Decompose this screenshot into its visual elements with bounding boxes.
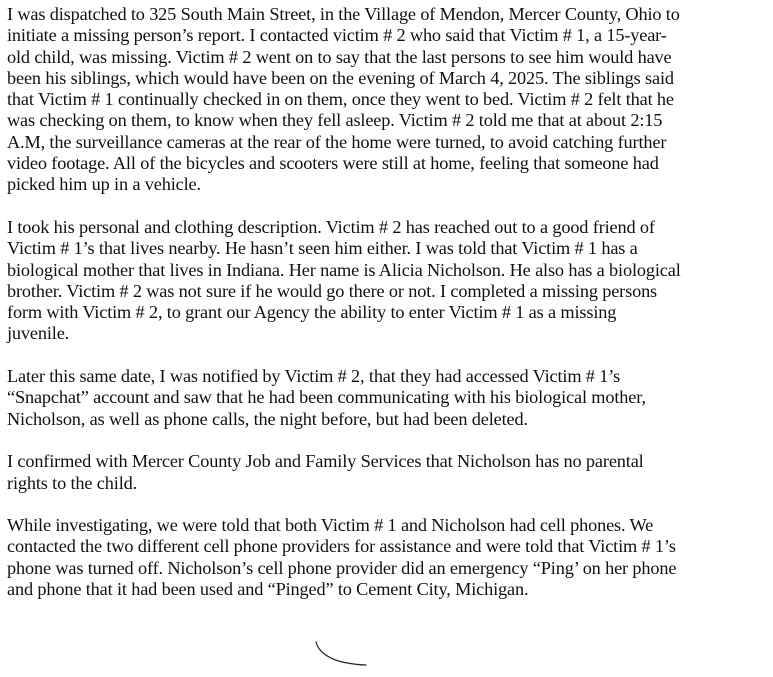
text-line: brother. Victim # 2 was not sure if he would go there or not. I completed a missing persons (7, 280, 658, 301)
text-line: and phone that it had been used and “Pinged” to Cement City, Michigan. (7, 579, 529, 600)
text-line: Victim # 1’s that lives nearby. He hasn’t seen him either. I was told that Victim # 1 has a (7, 238, 638, 259)
report-narrative (7, 4, 771, 622)
text-line: I took his personal and clothing description. Victim # 2 has reached out to a good friend of (7, 216, 655, 237)
text-line: contacted the two different cell phone providers for assistance and were told that Victim # 1’s (7, 536, 676, 557)
text-line: been his siblings, which would have been on the evening of March 4, 2025. The siblings said (7, 67, 674, 88)
pen-mark-icon (312, 640, 372, 670)
text-line: Later this same date, I was notified by Victim # 2, that they had accessed Victim # 1’s (7, 366, 621, 387)
text-line: juvenile. (7, 323, 70, 344)
text-line: was checking on them, to know when they fell asleep. Victim # 2 told me that at about 2:15 (7, 110, 663, 131)
text-line: that Victim # 1 continually checked in on them, once they went to bed. Victim # 2 felt that he (7, 89, 674, 110)
paragraph-dispatch (7, 4, 771, 196)
text-line: While investigating, we were told that both Victim # 1 and Nicholson had cell phones. We (7, 515, 654, 536)
text-line: A.M, the surveillance cameras at the rear of the home were turned, to avoid catching further (7, 131, 667, 152)
text-line: I confirmed with Mercer County Job and Family Services that Nicholson has no parental (7, 451, 644, 472)
paragraph-snapchat (7, 366, 771, 430)
text-line: old child, was missing. Victim # 2 went on to say that the last persons to see him would have (7, 46, 672, 67)
text-line: biological mother that lives in Indiana. Her name is Alicia Nicholson. He also has a biological (7, 259, 681, 280)
text-line: I was dispatched to 325 South Main Street, in the Village of Mendon, Mercer County, Ohio to (7, 4, 680, 24)
text-line: picked him up in a vehicle. (7, 174, 201, 195)
paragraph-jfs (7, 451, 771, 494)
text-line: phone was turned off. Nicholson’s cell phone provider did an emergency “Ping’ on her phone (7, 557, 677, 578)
text-line: video footage. All of the bicycles and scooters were still at home, feeling that someone had (7, 153, 659, 174)
text-line: “Snapchat” account and saw that he had been communicating with his biological mother, (7, 387, 646, 408)
text-line: rights to the child. (7, 472, 138, 493)
text-line: initiate a missing person’s report. I contacted victim # 2 who said that Victim # 1, a 15-year- (7, 25, 667, 46)
paragraph-cell-phones (7, 515, 771, 600)
text-line: form with Victim # 2, to grant our Agency the ability to enter Victim # 1 as a missing (7, 302, 617, 323)
text-line: Nicholson, as well as phone calls, the night before, but had been deleted. (7, 408, 528, 429)
paragraph-description (7, 217, 771, 345)
